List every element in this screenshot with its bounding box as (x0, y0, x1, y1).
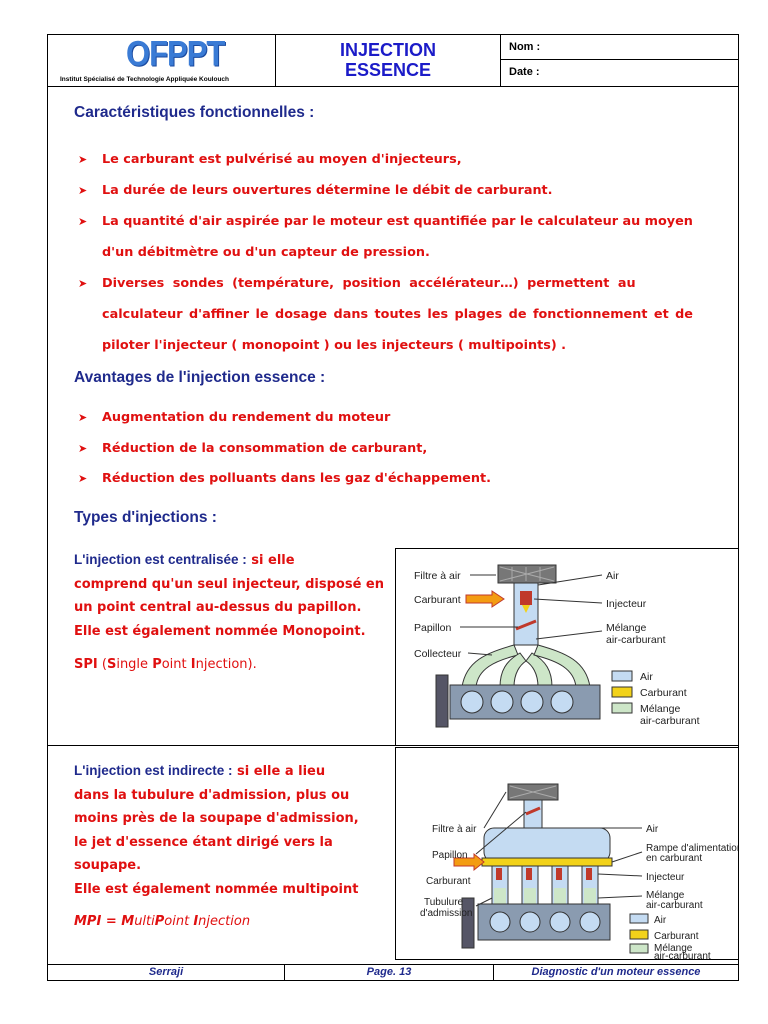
label-collecteur: Collecteur (414, 648, 462, 660)
mpi-acronym: MPI = MultiPoint Injection (74, 914, 251, 929)
label-filtre-air: Filtre à air (432, 824, 477, 835)
section-heading-avantages: Avantages de l'injection essence : (74, 369, 326, 386)
label-d-admission: d'admission (420, 908, 473, 919)
indirecte-description: L'injection est indirecte : si elle a lieu dans la tubulure d'admission, plus ou moins près de la soupape d'admission, le jet d'essence étant dirigé vers la soupape. Elle est également nommée multipoint MPI = MultiPoint Injection (74, 759, 394, 934)
label-air: Air (646, 824, 659, 835)
label-melange: Mélange (606, 622, 647, 634)
footer-author: Serraji (48, 965, 285, 981)
list-item: ➤ Réduction des polluants dans les gaz d'échappement. (76, 464, 731, 495)
multipoint-diagram-svg (396, 748, 738, 959)
label-air: Air (606, 570, 619, 582)
arrow-bullet-icon: ➤ (78, 472, 88, 485)
label-tubulure: Tubulure (424, 897, 464, 908)
avantages-list (76, 403, 731, 495)
title-line-1: INJECTION (339, 40, 436, 60)
label-injecteur: Injecteur (606, 598, 647, 610)
label-en-carburant: en carburant (646, 853, 703, 864)
label-rampe: Rampe d'alimentation (646, 843, 738, 854)
label-air-carburant: air-carburant (646, 900, 703, 911)
legend-air: Air (640, 671, 653, 683)
monopoint-diagram-svg (396, 549, 738, 745)
legend-air-carburant: air-carburant (640, 715, 700, 727)
nom-field[interactable]: Nom : (501, 35, 738, 60)
legend-air-carburant: air-carburant (654, 951, 711, 959)
arrow-bullet-icon: ➤ (78, 184, 88, 197)
label-carburant: Carburant (426, 876, 471, 887)
section-heading-caracteristiques: Caractéristiques fonctionnelles : (74, 104, 315, 121)
label-injecteur: Injecteur (646, 872, 685, 883)
label-filtre-air: Filtre à air (414, 570, 461, 582)
legend-carburant: Carburant (654, 931, 699, 942)
institute-name: Institut Spécialisé de Technologie Appliquée Koulouch (60, 76, 230, 83)
date-field[interactable]: Date : (509, 66, 540, 78)
list-item: ➤ Le carburant est pulvérisé au moyen d'injecteurs, (76, 144, 731, 175)
legend-carburant: Carburant (640, 687, 687, 699)
ofppt-logo: OFPPT (126, 33, 225, 74)
spi-acronym: SPI (Single Point Injection). (74, 657, 257, 672)
multipoint-diagram (395, 747, 739, 960)
legend-melange: Mélange (640, 703, 681, 715)
list-item-continuation: d'un débitmètre ou d'un capteur de pression. (102, 245, 430, 260)
title-line-2: ESSENCE (344, 60, 432, 80)
arrow-bullet-icon: ➤ (78, 215, 88, 228)
list-item: ➤ Augmentation du rendement du moteur (76, 403, 731, 434)
page-footer (48, 964, 738, 980)
logo-cell (48, 35, 276, 86)
legend-air: Air (654, 915, 667, 926)
list-item: ➤ La durée de leurs ouvertures détermine le débit de carburant. (76, 175, 731, 206)
list-item: ➤ La quantité d'air aspirée par le moteur est quantifiée par le calculateur au moyen (76, 206, 731, 237)
arrow-bullet-icon: ➤ (78, 277, 88, 290)
footer-page-number: Page. 13 (285, 965, 494, 981)
label-papillon: Papillon (432, 850, 468, 861)
document-title (276, 35, 501, 86)
document-page (47, 34, 739, 981)
arrow-bullet-icon: ➤ (78, 153, 88, 166)
list-item-continuation: calculateur d'affiner le dosage dans toutes les plages de fonctionnement et de (102, 307, 693, 322)
header-fields (501, 35, 738, 86)
label-papillon: Papillon (414, 622, 452, 634)
label-air-carburant: air-carburant (606, 634, 666, 646)
header-table (48, 35, 738, 87)
legend-melange: Mélange (654, 943, 693, 954)
row-divider (48, 745, 738, 746)
arrow-bullet-icon: ➤ (78, 411, 88, 424)
footer-course-title: Diagnostic d'un moteur essence (531, 966, 701, 978)
list-item: ➤ Réduction de la consommation de carburant, (76, 434, 731, 465)
centralisee-description: L'injection est centralisée : si elle comprend qu'un seul injecteur, disposé en un point central au-dessus du papillon. Elle est également nommée Monopoint. SPI (Single Point Injection). (74, 548, 394, 677)
monopoint-diagram (395, 548, 739, 746)
list-item: ➤ Diverses sondes (température, position accélérateur…) permettent au (76, 268, 731, 299)
arrow-bullet-icon: ➤ (78, 441, 88, 455)
caracteristiques-list (76, 144, 731, 361)
label-carburant: Carburant (414, 594, 461, 606)
section-heading-types: Types d'injections : (74, 509, 217, 526)
label-melange: Mélange (646, 890, 685, 901)
list-item-continuation: piloter l'injecteur ( monopoint ) ou les injecteurs ( multipoints) . (102, 338, 566, 353)
